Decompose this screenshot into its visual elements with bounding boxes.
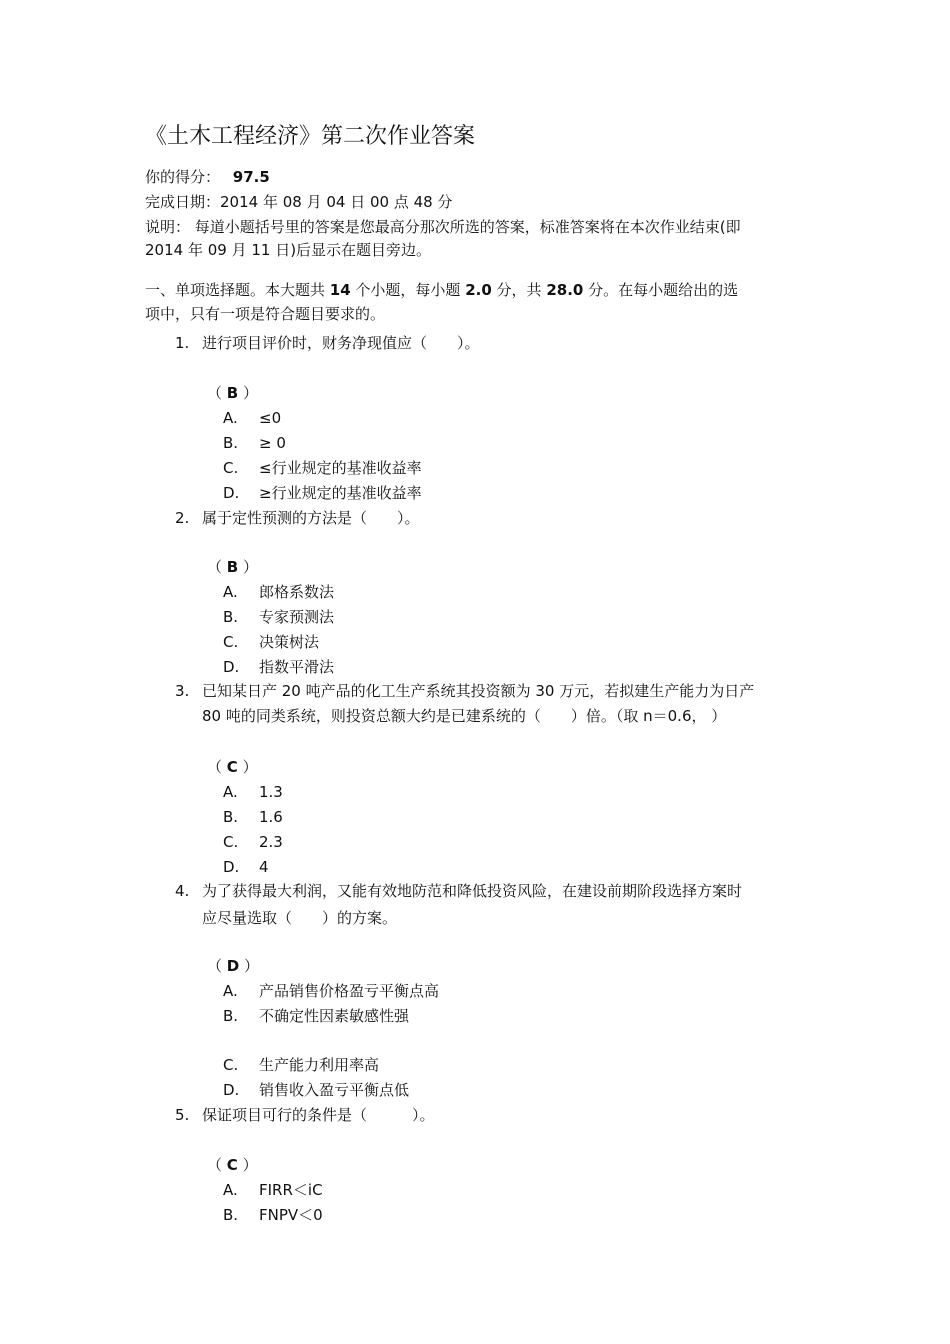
section-heading — [145, 279, 738, 301]
option-letter: D. — [223, 658, 240, 676]
question-text: 保证项目可行的条件是（ ）。 — [202, 1106, 435, 1124]
question-text-line-1: 为了获得最大利润，又能有效地防范和降低投资风险，在建设前期阶段选择方案时 — [202, 882, 743, 900]
option-text: 不确定性因素敏感性强 — [259, 1007, 410, 1025]
option-letter: C. — [223, 633, 239, 651]
section-text-4: 分。在每小题给出的选 — [583, 281, 739, 299]
section-heading-line-2: 项中，只有一项是符合题目要求的。 — [145, 305, 386, 323]
option-text: 决策树法 — [259, 633, 320, 651]
option-letter: C. — [223, 833, 239, 851]
option-text: 1.6 — [259, 808, 283, 826]
completion-date: 完成日期：2014 年 08 月 04 日 00 点 48 分 — [145, 193, 453, 211]
option-letter: B. — [223, 608, 239, 626]
answer-marker: （ D ） — [207, 957, 260, 975]
selected-answer: C — [226, 1156, 238, 1174]
question-text: 属于定性预测的方法是（ ）。 — [202, 509, 420, 527]
option-letter: C. — [223, 459, 239, 477]
question-text: 进行项目评价时，财务净现值应（ ）。 — [202, 334, 480, 352]
selected-answer: B — [226, 558, 239, 576]
question-number: 1. — [175, 334, 190, 352]
option-letter: A. — [223, 409, 238, 427]
question-text-line-1: 已知某日产 20 吨产品的化工生产系统其投资额为 30 万元，若拟建生产能力为日产 — [202, 682, 755, 700]
option-text: ≤0 — [259, 409, 282, 427]
option-letter: B. — [223, 1007, 239, 1025]
selected-answer: B — [226, 384, 239, 402]
page-title: 《土木工程经济》第二次作业答案 — [145, 124, 476, 149]
score-line — [145, 166, 270, 188]
option-letter: D. — [223, 858, 240, 876]
option-text: FIRR＜iC — [259, 1181, 323, 1199]
section-text-3: 分，共 — [491, 281, 547, 299]
option-text: ≤行业规定的基准收益率 — [259, 459, 422, 477]
option-letter: B. — [223, 434, 239, 452]
question-text-line-2: 应尽量选取（ ）的方案。 — [202, 909, 398, 927]
option-letter: A. — [223, 982, 238, 1000]
option-text: 指数平滑法 — [259, 658, 335, 676]
points-total: 28.0 — [546, 281, 584, 299]
note-line-1: 说明： 每道小题括号里的答案是您最高分那次所选的答案，标准答案将在本次作业结束(即 — [145, 218, 741, 236]
option-text: FNPV＜0 — [259, 1206, 323, 1224]
option-text: 销售收入盈亏平衡点低 — [259, 1081, 410, 1099]
section-text-1: 一、单项选择题。本大题共 — [145, 281, 330, 299]
question-number: 2. — [175, 509, 190, 527]
option-letter: D. — [223, 484, 240, 502]
option-text: 郎格系数法 — [259, 583, 335, 601]
option-text: 4 — [259, 858, 269, 876]
question-text-line-2: 80 吨的同类系统，则投资总额大约是已建系统的（ ）倍。（取 n＝0.6， ） — [202, 707, 727, 725]
question-number: 5. — [175, 1106, 190, 1124]
question-number: 3. — [175, 682, 190, 700]
option-text: 专家预测法 — [259, 608, 335, 626]
selected-answer: D — [226, 957, 240, 975]
points-each: 2.0 — [465, 281, 492, 299]
option-letter: C. — [223, 1056, 239, 1074]
option-text: 2.3 — [259, 833, 283, 851]
answer-marker: （ B ） — [207, 384, 258, 402]
option-text: 产品销售价格盈亏平衡点高 — [259, 982, 440, 1000]
selected-answer: C — [226, 758, 238, 776]
option-letter: B. — [223, 808, 239, 826]
section-text-2: 个小题，每小题 — [350, 281, 466, 299]
option-text: 1.3 — [259, 783, 283, 801]
answer-marker: （ C ） — [207, 1156, 258, 1174]
option-letter: A. — [223, 583, 238, 601]
option-text: ≥行业规定的基准收益率 — [259, 484, 422, 502]
question-count: 14 — [329, 281, 351, 299]
question-number: 4. — [175, 882, 190, 900]
option-text: ≥ 0 — [259, 434, 286, 452]
option-text: 生产能力利用率高 — [259, 1056, 380, 1074]
option-letter: B. — [223, 1206, 239, 1224]
answer-marker: （ B ） — [207, 558, 258, 576]
note-line-2: 2014 年 09 月 11 日)后显示在题目旁边。 — [145, 241, 432, 259]
option-letter: A. — [223, 1181, 238, 1199]
score-value: 97.5 — [232, 168, 270, 186]
score-label: 你的得分： — [145, 168, 221, 186]
option-letter: D. — [223, 1081, 240, 1099]
answer-marker: （ C ） — [207, 758, 258, 776]
option-letter: A. — [223, 783, 238, 801]
